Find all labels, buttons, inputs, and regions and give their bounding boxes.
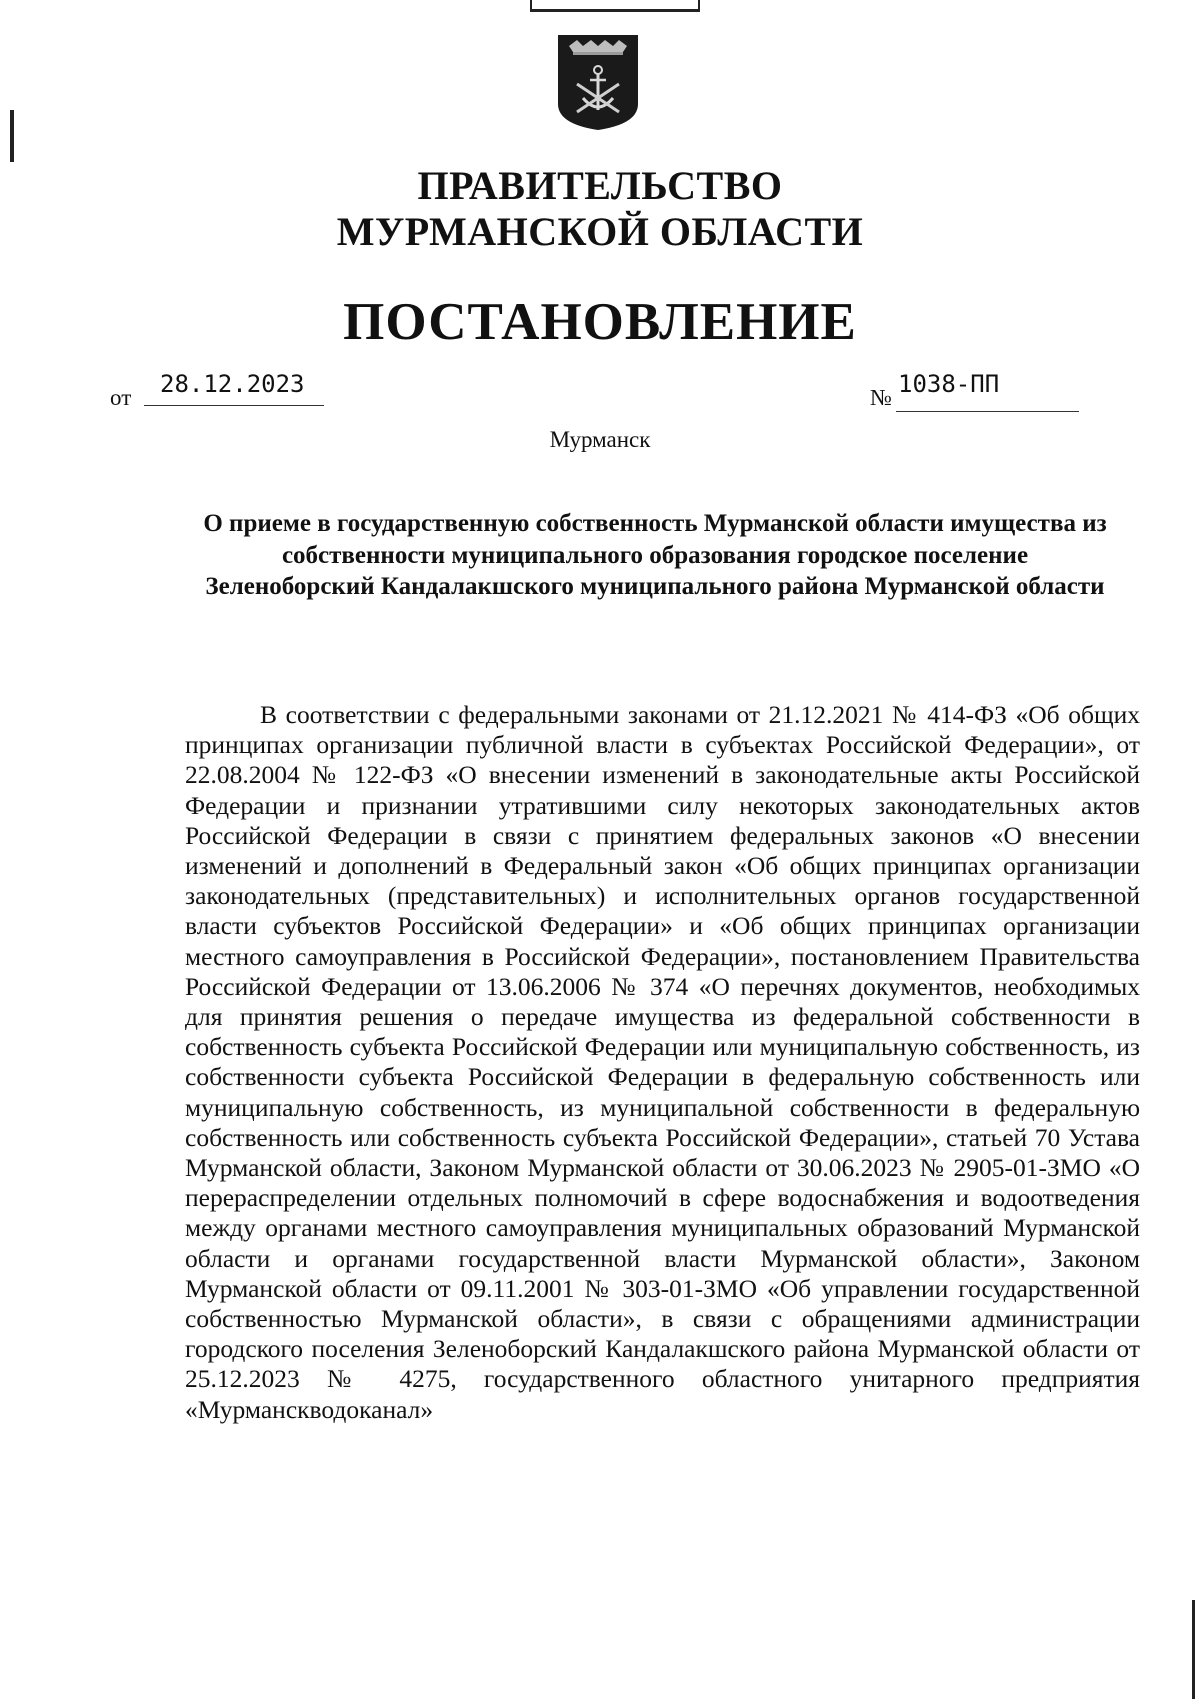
document-subject: О приеме в государственную собственность Мурманской области имущества из собственности муниципального образования городское поселение Зеленоборский Кандалакшского муниципального района Мурманской области [203, 510, 1107, 600]
document-type-title: ПОСТАНОВЛЕНИЕ [343, 293, 857, 351]
coat-of-arms-icon [555, 32, 641, 132]
document-number: 1038-ПП [896, 366, 1079, 412]
top-edge-mark [530, 0, 700, 12]
organization-name-line1: ПРАВИТЕЛЬСТВО [417, 163, 783, 208]
document-date: 28.12.2023 [144, 366, 324, 406]
city-name: Мурманск [549, 427, 651, 452]
right-margin-mark [1192, 1600, 1195, 1699]
body-paragraph: В соответствии с федеральными законами от 21.12.2021 № 414-ФЗ «Об общих принципах организации публичной власти в субъектах Российской Федерации», от 22.08.2004 № 122-ФЗ «О внесении изменений в законодательные акты Российской Федерации и признании утратившими силу некоторых законодательных актов Российской Федерации в связи с принятием федеральных законов «О внесении изменений и дополнений в Федеральный закон «Об общих принципах организации законодательных (представительных) и исполнительных органов государственной власти субъектов Российской Федерации» и «Об общих принципах организации местного самоуправления в Российской Федерации», постановлением Правительства Российской Федерации от 13.06.2006 № 374 «О перечнях документов, необходимых для принятия решения о передаче имущества из федеральной собственности в собственность субъекта Российской Федерации или муниципальную собственность, из собственности субъекта Российской Федерации в федеральную собственность или муниципальную собственность, из муниципальной собственности в федеральную собственность или собственность субъекта Российской Федерации», статьей 70 Устава Мурманской области, Законом Мурманской области от 30.06.2023 № 2905-01-ЗМО «О перераспределении отдельных полномочий в сфере водоснабжения и водоотведения между органами местного самоуправления муниципальных образований Мурманской области и органами государственной власти Мурманской области», Законом Мурманской области от 09.11.2001 № 303-01-ЗМО «Об управлении государственной собственностью Мурманской области», в связи с обращениями администрации городского поселения Зеленоборский Кандалакшского района Мурманской области от 25.12.2023 № 4275, государственного областного унитарного предприятия «Мурманскводоканал» [185, 700, 1140, 1424]
organization-name-line2: МУРМАНСКОЙ ОБЛАСТИ [336, 209, 864, 254]
left-margin-mark [10, 110, 14, 162]
date-label: от [110, 385, 132, 410]
number-label: № [870, 385, 892, 410]
